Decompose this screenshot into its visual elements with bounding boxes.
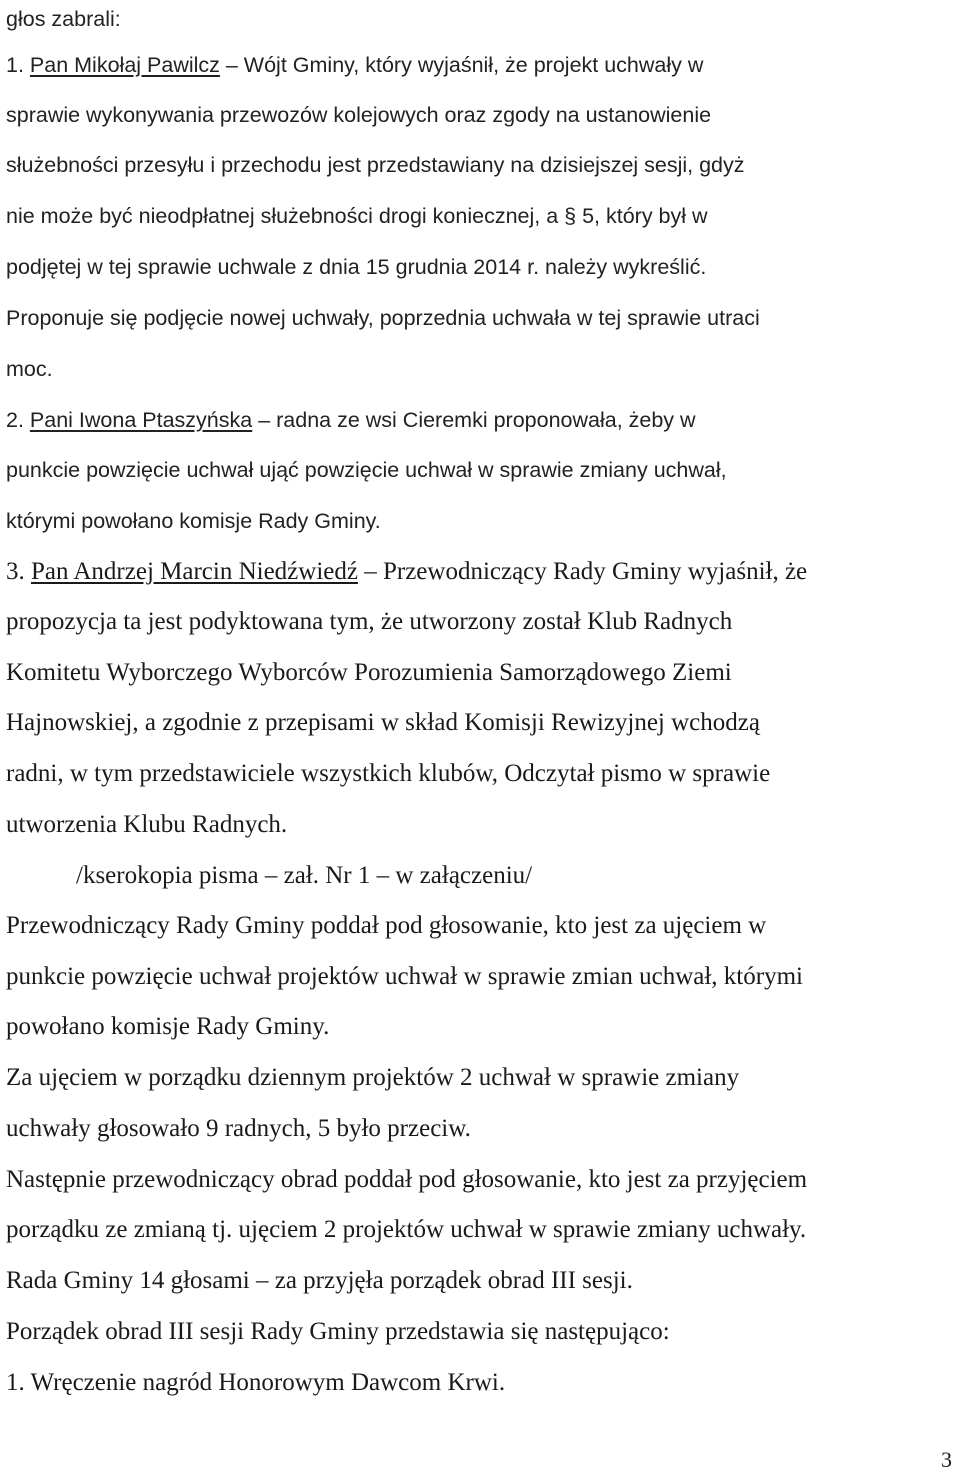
speaker-name: Pan Mikołaj Pawilcz: [29, 53, 220, 77]
text-line: punkcie powzięcie uchwał projektów uchwał w sprawie zmian uchwał, którymi: [6, 963, 803, 990]
text-line: Rada Gminy 14 głosami – za przyjęła porządek obrad III sesji.: [6, 1267, 633, 1294]
text-line: uchwały głosowało 9 radnych, 5 było przeciw.: [6, 1115, 471, 1142]
text-line: radni, w tym przedstawiciele wszystkich klubów, Odczytał pismo w sprawie: [6, 760, 771, 787]
text-line: – Wójt Gminy, który wyjaśnił, że projekt uchwały w: [219, 53, 704, 77]
section-heading: głos zabrali:: [6, 7, 121, 31]
attachment-note: /kserokopia pisma – zał. Nr 1 – w załączeniu/: [76, 862, 533, 889]
text-line: punkcie powzięcie uchwał ująć powzięcie uchwał w sprawie zmiany uchwał,: [6, 458, 727, 482]
text-line: Porządek obrad III sesji Rady Gminy przedstawia się następująco:: [6, 1318, 670, 1345]
item-number: 2.: [6, 408, 24, 432]
text-line: Za ujęciem w porządku dziennym projektów 2 uchwał w sprawie zmiany: [6, 1064, 740, 1091]
text-line: którymi powołano komisje Rady Gminy.: [6, 509, 381, 533]
text-line: Następnie przewodniczący obrad poddał pod głosowanie, kto jest za przyjęciem: [6, 1166, 808, 1193]
text-line: Proponuje się podjęcie nowej uchwały, poprzednia uchwała w tej sprawie utraci: [6, 306, 760, 330]
text-line: powołano komisje Rady Gminy.: [6, 1013, 330, 1040]
text-line: porządku ze zmianą tj. ujęciem 2 projektów uchwał w sprawie zmiany uchwały.: [6, 1216, 807, 1243]
text-line: Komitetu Wyborczego Wyborców Porozumienia Samorządowego Ziemi: [6, 659, 732, 686]
agenda-item: 1. Wręczenie nagród Honorowym Dawcom Krwi.: [6, 1369, 506, 1396]
text-line: Hajnowskiej, a zgodnie z przepisami w skład Komisji Rewizyjnej wchodzą: [6, 709, 760, 736]
text-line: podjętej w tej sprawie uchwale z dnia 15 grudnia 2014 r. należy wykreślić.: [6, 255, 707, 279]
text-line: propozycja ta jest podyktowana tym, że utworzony został Klub Radnych: [6, 608, 733, 635]
text-line: – Przewodniczący Rady Gminy wyjaśnił, że: [357, 558, 808, 585]
item-number: 3.: [6, 558, 25, 585]
page-number: 3: [941, 1447, 952, 1472]
speaker-name: Pan Andrzej Marcin Niedźwiedź: [31, 558, 358, 585]
text-line: utworzenia Klubu Radnych.: [6, 811, 288, 838]
text-line: sprawie wykonywania przewozów kolejowych oraz zgody na ustanowienie: [6, 103, 712, 127]
text-line: moc.: [6, 357, 53, 381]
item-number: 1.: [6, 53, 24, 77]
list-item-2: [6, 405, 696, 435]
text-line: nie może być nieodpłatnej służebności drogi koniecznej, a § 5, który był w: [6, 204, 708, 228]
text-line: Przewodniczący Rady Gminy poddał pod głosowanie, kto jest za ujęciem w: [6, 912, 767, 939]
text-line: – radna ze wsi Cieremki proponowała, żeby w: [252, 408, 696, 432]
list-item-1: [6, 50, 703, 80]
text-line: służebności przesyłu i przechodu jest przedstawiany na dzisiejszej sesji, gdyż: [6, 153, 745, 177]
speaker-name: Pani Iwona Ptaszyńska: [29, 408, 253, 432]
list-item-3: [6, 557, 807, 587]
